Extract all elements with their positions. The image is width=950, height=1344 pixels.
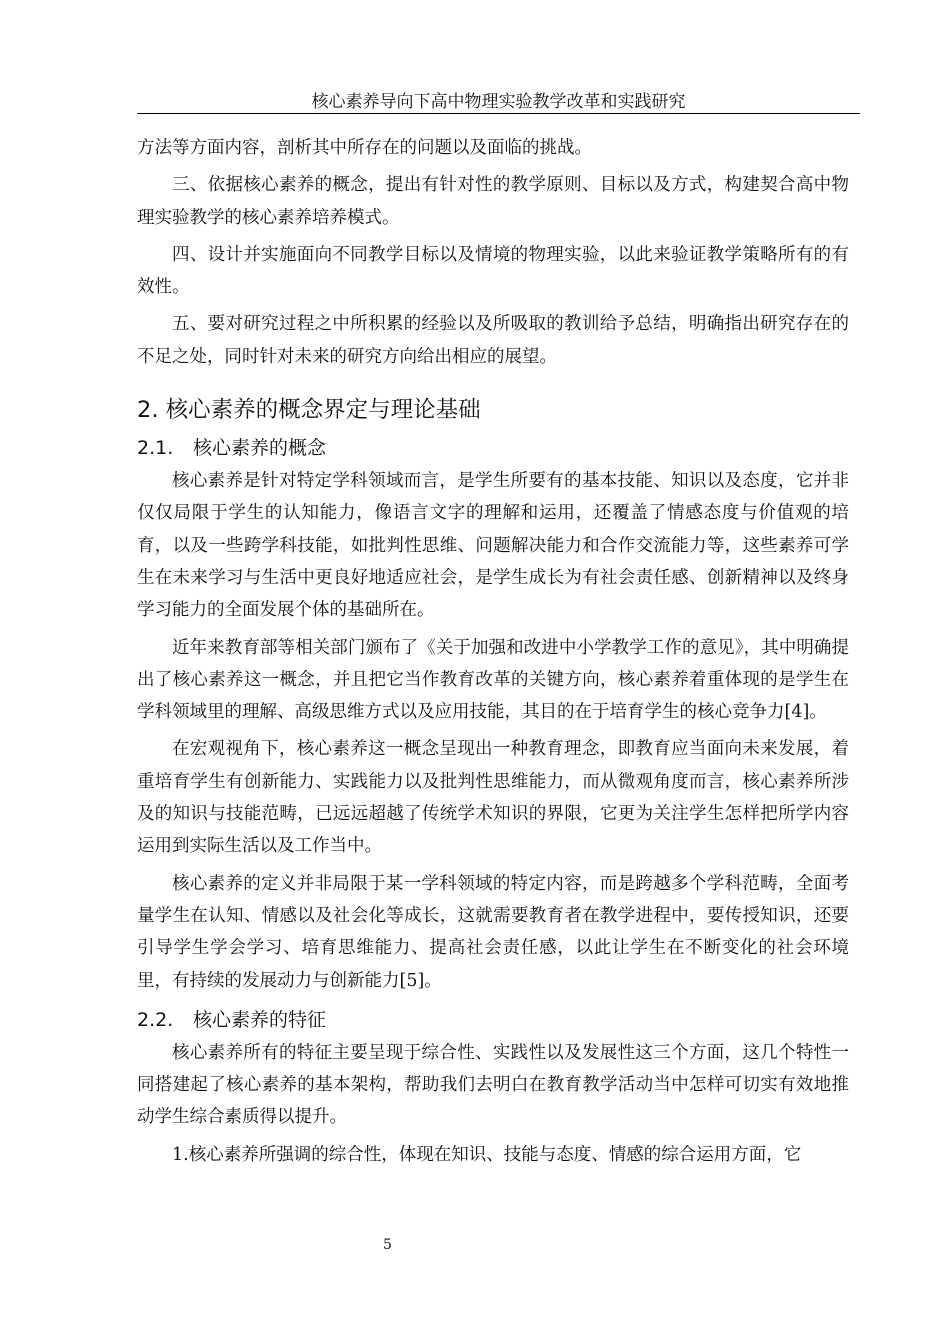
subsection-number: 2.2.: [137, 1008, 174, 1031]
paragraph-objective-4: 四、设计并实施面向不同教学目标以及情境的物理实验，以此来验证教学策略所有的有效性。: [137, 244, 849, 298]
subsection-heading-2-2: [137, 1005, 849, 1035]
paragraph: 1.核心素养所强调的综合性，体现在知识、技能与态度、情感的综合运用方面，它: [172, 1144, 802, 1165]
section-heading-2: 2. 核心素养的概念界定与理论基础: [137, 397, 481, 424]
paragraph: 近年来教育部等相关部门颁布了《关于加强和改进中小学教学工作的意见》，其中明确提出了核心素养这一概念，并且把它当作教育改革的关键方向，核心素养着重体现的是学生在学科领域里的理解、高级思维方式以及应用技能，其目的在于培育学生的核心竞争力[4]。: [137, 637, 849, 723]
page-number: 5: [383, 1237, 392, 1253]
paragraph: 核心素养是针对特定学科领域而言，是学生所要有的基本技能、知识以及态度，它并非仅仅局限于学生的认知能力，像语言文字的理解和运用，还覆盖了情感态度与价值观的培育，以及一些跨学科技能，如批判性思维、问题解决能力和合作交流能力等，这些素养可学生在未来学习与生活中更良好地适应社会，是学生成长为有社会责任感、创新精神以及终身学习能力的全面发展个体的基础所在。: [137, 471, 849, 621]
paragraph: 在宏观视角下，核心素养这一概念呈现出一种教育理念，即教育应当面向未来发展，着重培育学生有创新能力、实践能力以及批判性思维能力，而从微观角度而言，核心素养所涉及的知识与技能范畴，已远远超越了传统学术知识的界限，它更为关注学生怎样把所学内容运用到实际生活以及工作当中。: [137, 739, 849, 857]
subsection-heading-2-1: [137, 433, 849, 463]
paragraph-continuation: 方法等方面内容，剖析其中所存在的问题以及面临的挑战。: [137, 138, 592, 158]
subsection-title: 核心素养的特征: [193, 1008, 327, 1031]
subsection-title: 核心素养的概念: [193, 437, 327, 460]
paragraph-objective-3: 三、依据核心素养的概念，提出有针对性的教学原则、目标以及方式，构建契合高中物理实验教学的核心素养培养模式。: [137, 175, 849, 228]
subsection-number: 2.1.: [137, 437, 174, 460]
paragraph-objective-5: 五、要对研究过程之中所积累的经验以及所吸取的教训给予总结，明确指出研究存在的不足之处，同时针对未来的研究方向给出相应的展望。: [137, 314, 849, 367]
paragraph: 核心素养所有的特征主要呈现于综合性、实践性以及发展性这三个方面，这几个特性一同搭建起了核心素养的基本架构，帮助我们去明白在教育教学活动当中怎样可切实有效地推动学生综合素质得以提升。: [137, 1042, 849, 1128]
header-rule: [137, 113, 860, 114]
running-header: 核心素养导向下高中物理实验教学改革和实践研究: [311, 92, 686, 112]
page-body: [137, 132, 849, 1171]
paragraph: 核心素养的定义并非局限于某一学科领域的特定内容，而是跨越多个学科范畴，全面考量学生在认知、情感以及社会化等成长，这就需要教育者在教学进程中，要传授知识，还要引导学生学会学习、培育思维能力、提高社会责任感，以此让学生在不断变化的社会环境里，有持续的发展动力与创新能力[5]。: [137, 873, 849, 991]
